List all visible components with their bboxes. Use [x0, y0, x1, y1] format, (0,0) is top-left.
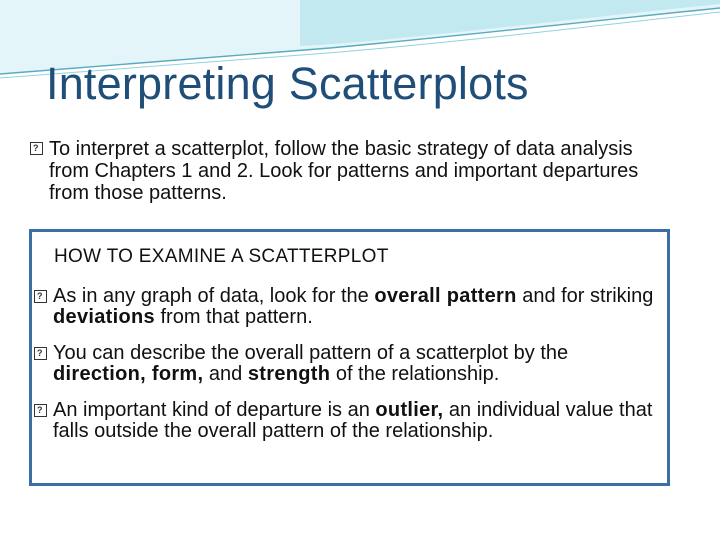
bullet-text-run: from that pattern.	[154, 306, 313, 328]
bullet-box-icon	[34, 404, 47, 417]
bullet-text-run: of the relationship.	[330, 363, 500, 385]
bullet-keyword: deviations	[53, 306, 155, 328]
panel-bullet	[34, 400, 662, 442]
panel-bullet-text	[53, 400, 662, 442]
bullet-text-run: As in any graph of data, look for the	[53, 285, 375, 307]
bullet-text-run: and for striking	[516, 285, 654, 307]
bullet-keyword: overall pattern	[374, 285, 517, 307]
bullet-box-icon	[34, 290, 47, 303]
bullet-text-run: You can describe the overall pattern of a scatterplot by the	[53, 342, 569, 364]
panel-bullet-text	[53, 286, 662, 328]
bullet-text-run: an individual value that falls outside the overall pattern of the relationship.	[53, 399, 653, 442]
bullet-text-run: An important kind of departure is an	[53, 399, 376, 421]
bullet-keyword: strength	[247, 363, 331, 385]
panel-heading: HOW TO EXAMINE A SCATTERPLOT	[54, 246, 389, 267]
panel-bullet	[34, 343, 662, 385]
panel-bullet-text	[53, 343, 662, 385]
scatterplot-guide-panel	[29, 229, 670, 486]
bullet-box-icon	[30, 142, 43, 155]
panel-bullet	[34, 286, 662, 328]
panel-bullet-list	[34, 286, 662, 457]
intro-text: To interpret a scatterplot, follow the basic strategy of data analysis from Chapters 1 and 2. Look for patterns and important departures from those patterns.	[49, 138, 639, 204]
bullet-keyword: direction, form,	[53, 363, 204, 385]
bullet-keyword: outlier,	[375, 399, 444, 421]
bullet-box-icon	[34, 347, 47, 360]
intro-bullet	[30, 138, 670, 204]
slide-title: Interpreting Scatterplots	[46, 58, 529, 109]
bullet-text-run: and	[203, 363, 248, 385]
